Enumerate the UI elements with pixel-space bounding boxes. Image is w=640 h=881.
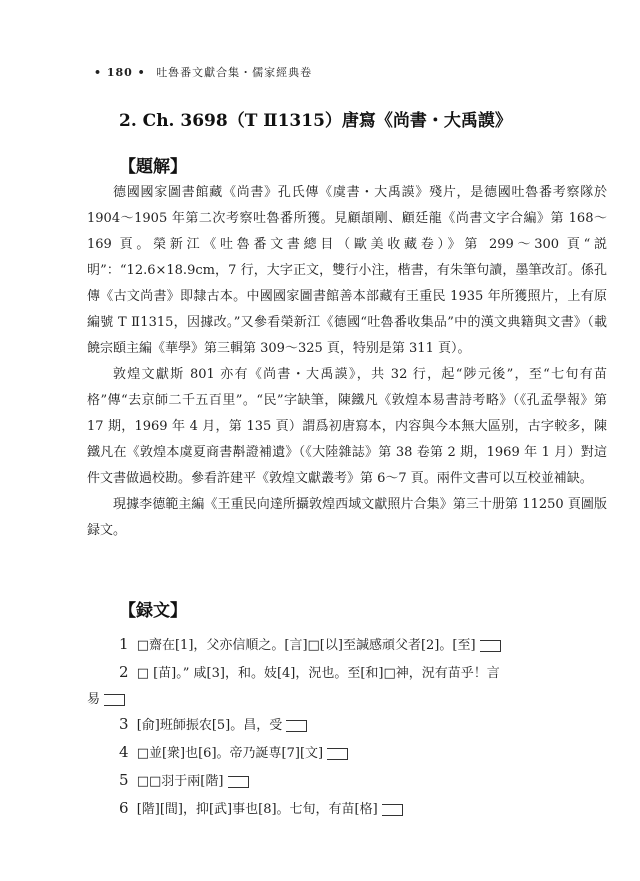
line-text: 易 bbox=[87, 692, 101, 707]
line-number: 6 bbox=[119, 799, 129, 817]
line-text: □齋在[1]，父亦信順之。[言]□[以]至諴感頑父者[2]。[至] bbox=[136, 638, 476, 653]
section-heading-luwen: 【録文】 bbox=[119, 601, 187, 621]
paragraph: 德國國家圖書館藏《尚書》孔氏傳《虞書・大禹謨》殘片，是德國吐魯番考察隊於 1904～1905 年第二次考察吐魯番所獲。見顧頡剛、顧廷龍《尚書文字合編》第 168～169 頁。榮新江《吐魯番文書總目（歐美收藏卷）》第 299～300 頁“説明”：“12.6×18.9cm，7 行，大字正文，雙行小注，楷書，有朱筆句讀，墨筆改訂。係孔傳《古文尚書》即隸古本。中國國家圖書館善本部藏有王重民 1935 年所獲照片，上有原編號 T Ⅱ1315，因據改。”又參看榮新江《德國“吐魯番收集品”中的漢文典籍與文書》（載饒宗頤主編《華學》第三輯第 309～325 頁，特别是第 311 頁）。 bbox=[87, 185, 607, 356]
article-title: 2. Ch. 3698（T Ⅱ1315）唐寫《尚書・大禹謨》 bbox=[119, 111, 512, 131]
transcription-line bbox=[119, 742, 348, 761]
line-number: 5 bbox=[119, 771, 129, 789]
running-header bbox=[94, 64, 312, 80]
transcription-line-continued bbox=[87, 688, 125, 707]
line-number: 1 bbox=[119, 635, 129, 653]
line-text: [俞]班師振农[5]。昌，受 bbox=[136, 718, 283, 733]
transcription-line bbox=[119, 798, 403, 817]
transcription-line bbox=[119, 634, 501, 653]
section-heading-tijie: 【題解】 bbox=[119, 157, 187, 177]
lacuna-mark bbox=[286, 720, 307, 732]
line-number: 2 bbox=[119, 663, 129, 681]
lacuna-mark bbox=[480, 640, 501, 652]
line-text: □ [苗]。” 咸[3]，和。妓[4]，況也。至[和]□神，況有苗乎！言 bbox=[136, 666, 500, 681]
lacuna-mark bbox=[104, 694, 125, 706]
transcription-line bbox=[119, 662, 500, 681]
transcription-line bbox=[119, 770, 249, 789]
tijie-body bbox=[87, 180, 607, 544]
line-text: [階][間]，抑[武]事也[8]。七旬，有苗[格] bbox=[136, 802, 378, 817]
line-number: 4 bbox=[119, 743, 129, 761]
transcription-line bbox=[119, 714, 307, 733]
line-number: 3 bbox=[119, 715, 129, 733]
line-text: □□羽于兩[階] bbox=[136, 774, 224, 789]
line-text: □並[衆]也[6]。帝乃誕専[7][文] bbox=[136, 746, 324, 761]
paragraph: 現據李德範主編《王重民向達所攝敦煌西域文獻照片合集》第三十册第 11250 頁圖版録文。 bbox=[87, 497, 607, 538]
lacuna-mark bbox=[327, 748, 348, 760]
lacuna-mark bbox=[228, 776, 249, 788]
running-title: 吐魯番文獻合集・儒家經典卷 bbox=[156, 66, 313, 79]
page-number: • 180 • bbox=[94, 66, 146, 79]
lacuna-mark bbox=[382, 804, 403, 816]
paragraph: 敦煌文獻斯 801 亦有《尚書・大禹謨》，共 32 行，起“陟元後”，至“七旬有苗格”傳“去京師二千五百里”。“民”字缺筆，陳鐵凡《敦煌本易書詩考略》（《孔孟學報》第 17 期，1969 年 4 月，第 135 頁）謂爲初唐寫本，内容與今本無大區别，古字較多，陳鐵凡在《敦煌本虞夏商書斠證補遺》（《大陸雜誌》第 38 卷第 2 期，1969 年 1 月）對這件文書做過校勘。參看許建平《敦煌文獻叢考》第 6～7 頁。兩件文書可以互校並補缺。 bbox=[87, 367, 607, 486]
